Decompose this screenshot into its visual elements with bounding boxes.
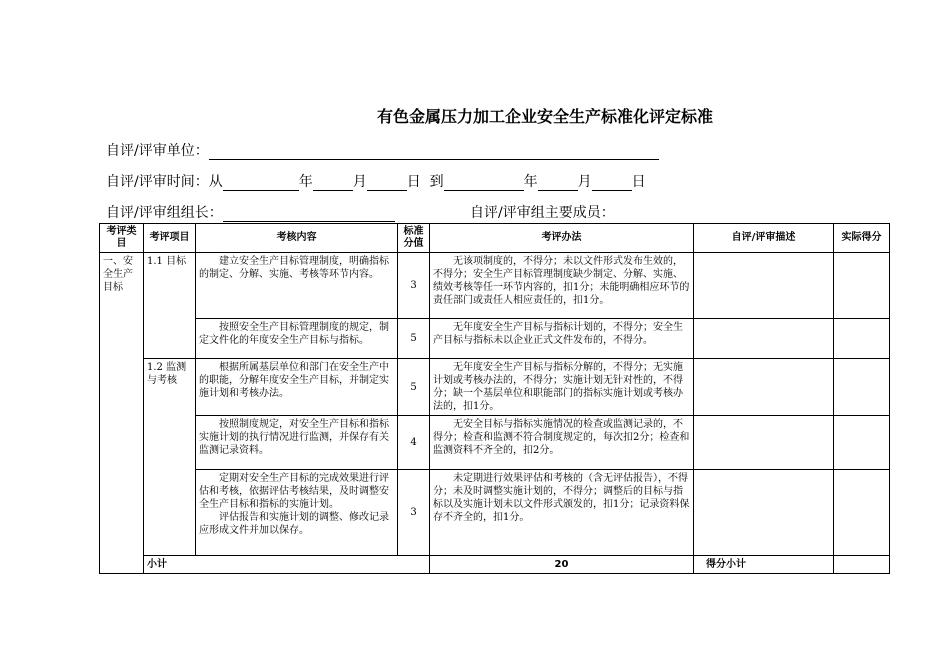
table-row (100, 319, 890, 359)
header-actual-score: 实际得分 (834, 224, 890, 253)
content-cell: 按照安全生产目标管理制度的规定，制定文件化的年度安全生产目标与指标。 (196, 319, 398, 359)
subtotal-label: 小计 (144, 556, 430, 574)
start-day-field[interactable] (367, 176, 407, 191)
members-label: 自评/评审组主要成员： (470, 205, 615, 221)
page-title: 有色金属压力加工企业安全生产标准化评定标准 (376, 107, 713, 126)
header-description: 自评/评审描述 (694, 224, 834, 253)
time-label: 自评/评审时间：从 (106, 174, 223, 190)
item-cell: 1.1 目标 (144, 253, 196, 359)
method-cell: 无该项制度的，不得分；未以文件形式发布生效的，不得分；安全生产目标管理制度缺少制定、分解、实施、绩效考核等任一环节内容的，扣1分；未能明确相应环节的责任部门或责任人相应责任的，扣1分。 (430, 253, 694, 319)
item-cell: 1.2 监测与考核 (144, 359, 196, 556)
header-row (100, 224, 890, 253)
subtotal-score: 20 (430, 556, 694, 574)
time-row (106, 171, 646, 191)
start-year-field[interactable] (223, 176, 299, 191)
actual-score-cell[interactable] (834, 253, 890, 319)
actual-score-cell[interactable] (834, 359, 890, 416)
content-cell: 根据所属基层单位和部门在安全生产中的职能，分解年度安全生产目标，并制定实施计划和考核办法。 (196, 359, 398, 416)
header-item: 考评项目 (144, 224, 196, 253)
score-subtotal-label: 得分小计 (694, 556, 834, 574)
method-cell: 无年度安全生产目标与指标分解的，不得分；无实施计划或考核办法的，不得分；实施计划无针对性的，不得分；缺一个基层单位和职能部门的指标实施计划或考核办法的，扣1分。 (430, 359, 694, 416)
to-label: 到 (429, 174, 444, 190)
description-cell[interactable] (694, 319, 834, 359)
day-label: 日 (631, 174, 646, 190)
members-row (470, 202, 615, 222)
leader-field[interactable] (223, 207, 395, 222)
score-cell: 4 (398, 416, 430, 470)
content-paragraph: 评估报告和实施计划的调整、修改记录应形成文件并加以保存。 (199, 512, 389, 536)
content-cell: 按照制度规定，对安全生产目标和指标实施计划的执行情况进行监测，并保存有关监测记录资料。 (196, 416, 398, 470)
method-cell: 无年度安全生产目标与指标计划的，不得分；安全生产目标与指标未以企业正式文件发布的，不得分。 (430, 319, 694, 359)
evaluation-table (99, 223, 890, 574)
table-row (100, 470, 890, 556)
method-cell: 未定期进行效果评估和考核的（含无评估报告），不得分；未及时调整实施计划的，不得分；调整后的目标与指标以及实施计划未以文件形式颁发的，扣1分；记录资料保存不齐全的，扣1分。 (430, 470, 694, 556)
description-cell[interactable] (694, 359, 834, 416)
score-cell: 3 (398, 470, 430, 556)
leader-row (106, 202, 395, 222)
score-cell: 5 (398, 359, 430, 416)
header-content: 考核内容 (196, 224, 398, 253)
unit-label: 自评/评审单位： (106, 143, 209, 159)
end-day-field[interactable] (592, 176, 632, 191)
table-row (100, 416, 890, 470)
content-cell: 建立安全生产目标管理制度，明确指标的制定、分解、实施、考核等环节内容。 (196, 253, 398, 319)
header-score: 标准分值 (398, 224, 430, 253)
description-cell[interactable] (694, 253, 834, 319)
leader-label: 自评/评审组组长： (106, 205, 223, 221)
actual-score-cell[interactable] (834, 470, 890, 556)
unit-field[interactable] (209, 145, 659, 160)
month-label: 月 (352, 174, 367, 190)
start-month-field[interactable] (313, 176, 353, 191)
table-row (100, 253, 890, 319)
unit-row (106, 140, 659, 160)
year-label: 年 (523, 174, 538, 190)
actual-score-cell[interactable] (834, 319, 890, 359)
description-cell[interactable] (694, 416, 834, 470)
header-category: 考评类目 (100, 224, 144, 253)
day-label: 日 (406, 174, 421, 190)
subtotal-row (100, 556, 890, 574)
table-row (100, 359, 890, 416)
end-month-field[interactable] (538, 176, 578, 191)
actual-score-cell[interactable] (834, 416, 890, 470)
category-cell: 一、安全生产目标 (100, 253, 144, 574)
content-paragraph: 定期对安全生产目标的完成效果进行评估和考核，依据评估考核结果，及时调整安全生产目标和指标的实施计划。 (199, 473, 389, 510)
description-cell[interactable] (694, 470, 834, 556)
header-method: 考评办法 (430, 224, 694, 253)
month-label: 月 (577, 174, 592, 190)
score-cell: 3 (398, 253, 430, 319)
score-cell: 5 (398, 319, 430, 359)
year-label: 年 (298, 174, 313, 190)
end-year-field[interactable] (444, 176, 524, 191)
content-cell (196, 470, 398, 556)
description-cell[interactable] (834, 556, 890, 574)
method-cell: 无安全目标与指标实施情况的检查或监测记录的，不得分；检查和监测不符合制度规定的，每次扣2分；检查和监测资料不齐全的，扣2分。 (430, 416, 694, 470)
